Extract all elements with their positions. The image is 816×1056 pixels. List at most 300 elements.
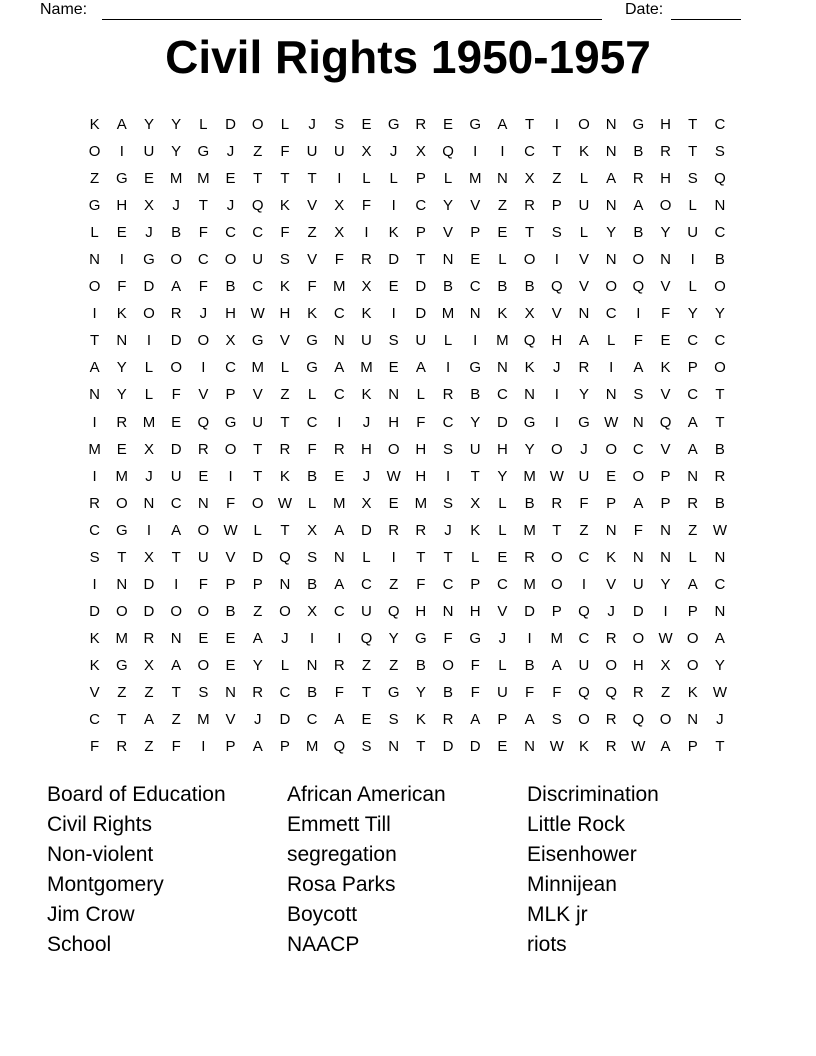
grid-letter-r17c2: T xyxy=(117,548,127,566)
grid-letter-r7c14: B xyxy=(443,278,454,296)
grid-letter-r19c24: N xyxy=(714,602,726,620)
grid-letter-r7c12: E xyxy=(388,278,399,296)
grid-letter-r4c15: V xyxy=(470,197,481,215)
grid-letter-r20c22: W xyxy=(658,629,673,647)
grid-letter-r10c2: Y xyxy=(116,359,127,377)
grid-letter-r5c1: L xyxy=(90,224,99,242)
grid-letter-r12c5: Q xyxy=(197,413,210,431)
grid-letter-r20c12: Y xyxy=(388,629,399,647)
grid-letter-r11c13: L xyxy=(416,386,426,404)
grid-letter-r4c8: K xyxy=(279,197,290,215)
grid-letter-r13c10: R xyxy=(333,440,345,458)
grid-letter-r10c5: I xyxy=(201,359,206,377)
grid-letter-r16c7: L xyxy=(253,521,262,539)
grid-letter-r17c11: L xyxy=(362,548,371,566)
grid-letter-r4c14: Y xyxy=(443,197,454,215)
grid-letter-r10c16: N xyxy=(496,359,508,377)
grid-letter-r21c14: O xyxy=(442,656,454,674)
grid-letter-r14c8: K xyxy=(279,467,290,485)
grid-letter-r12c14: C xyxy=(442,413,454,431)
grid-letter-r17c9: S xyxy=(307,548,318,566)
grid-letter-r18c21: U xyxy=(632,575,644,593)
grid-letter-r19c4: O xyxy=(170,602,182,620)
grid-letter-r10c1: A xyxy=(89,359,100,377)
name-date-row xyxy=(40,0,742,24)
grid-letter-r20c18: M xyxy=(550,629,564,647)
grid-letter-r17c17: R xyxy=(524,548,536,566)
grid-letter-r12c15: Y xyxy=(470,413,481,431)
grid-letter-r4c6: J xyxy=(226,197,235,215)
grid-letter-r7c1: O xyxy=(88,278,101,296)
grid-letter-r17c23: L xyxy=(688,548,697,566)
grid-letter-r22c11: T xyxy=(361,684,372,701)
grid-letter-r13c22: V xyxy=(660,440,671,458)
grid-letter-r18c9: B xyxy=(307,575,318,593)
grid-letter-r15c13: M xyxy=(414,494,428,512)
grid-letter-r7c16: B xyxy=(497,278,508,296)
grid-letter-r18c14: C xyxy=(442,575,454,593)
grid-letter-r23c15: A xyxy=(470,711,481,729)
grid-letter-r8c19: N xyxy=(578,305,590,323)
grid-letter-r2c17: C xyxy=(524,143,536,161)
grid-letter-r9c24: C xyxy=(714,332,726,350)
grid-letter-r18c8: N xyxy=(279,575,291,593)
grid-letter-r13c18: O xyxy=(550,440,563,458)
grid-letter-r18c22: Y xyxy=(660,575,671,593)
grid-letter-r7c9: F xyxy=(307,278,317,296)
grid-letter-r19c1: D xyxy=(89,602,101,620)
grid-letter-r11c18: I xyxy=(554,386,559,404)
grid-letter-r10c12: E xyxy=(388,359,399,377)
grid-letter-r6c19: V xyxy=(578,251,589,269)
grid-letter-r10c18: J xyxy=(553,359,561,377)
grid-letter-r8c1: I xyxy=(92,305,97,323)
grid-letter-r6c23: I xyxy=(690,251,695,269)
grid-letter-r2c8: F xyxy=(280,143,290,161)
grid-letter-r24c8: P xyxy=(279,738,290,756)
grid-letter-r17c22: N xyxy=(660,548,671,566)
grid-letter-r16c11: D xyxy=(361,521,372,539)
grid-letter-r6c1: N xyxy=(89,251,101,269)
grid-letter-r16c20: N xyxy=(605,521,617,539)
grid-letter-r20c6: E xyxy=(225,629,236,647)
grid-letter-r22c10: F xyxy=(334,684,344,701)
grid-letter-r9c12: S xyxy=(388,332,399,350)
grid-letter-r16c22: N xyxy=(660,521,671,539)
grid-letter-r16c23: Z xyxy=(688,521,698,539)
grid-letter-r19c11: U xyxy=(361,602,372,620)
grid-letter-r16c9: X xyxy=(307,521,318,539)
grid-letter-r3c2: G xyxy=(115,170,128,188)
grid-letter-r11c23: C xyxy=(687,386,699,404)
grid-letter-r23c13: K xyxy=(415,711,426,729)
grid-letter-r2c4: Y xyxy=(171,143,182,161)
grid-letter-r17c12: I xyxy=(391,548,396,566)
grid-letter-r12c2: R xyxy=(116,413,128,431)
grid-letter-r1c5: L xyxy=(199,116,208,134)
grid-letter-r10c13: A xyxy=(415,359,426,377)
word-list xyxy=(47,780,767,960)
grid-letter-r4c5: T xyxy=(198,197,208,215)
grid-letter-r21c10: R xyxy=(333,656,345,674)
grid-letter-r10c19: R xyxy=(578,359,590,377)
grid-letter-r13c7: T xyxy=(253,440,263,458)
grid-letter-r7c3: D xyxy=(143,278,155,296)
grid-letter-r2c3: U xyxy=(143,143,155,161)
grid-letter-r2c16: I xyxy=(500,143,505,161)
grid-letter-r14c3: J xyxy=(145,467,153,485)
grid-letter-r5c12: K xyxy=(388,224,399,242)
grid-letter-r7c4: A xyxy=(171,278,182,296)
grid-letter-r19c17: D xyxy=(524,602,536,620)
grid-letter-r7c24: O xyxy=(714,278,726,296)
grid-letter-r10c7: M xyxy=(251,359,264,377)
grid-letter-r22c5: S xyxy=(198,684,209,701)
grid-letter-r21c2: G xyxy=(115,656,128,674)
grid-letter-r8c9: K xyxy=(307,305,318,323)
grid-letter-r11c4: F xyxy=(171,386,181,404)
grid-letter-r19c18: P xyxy=(551,602,562,620)
grid-letter-r19c13: H xyxy=(415,602,427,620)
grid-letter-r13c12: O xyxy=(387,440,400,458)
grid-letter-r11c16: C xyxy=(496,386,508,404)
grid-letter-r1c18: I xyxy=(554,116,559,134)
grid-letter-r3c8: T xyxy=(280,170,290,188)
grid-letter-r2c7: Z xyxy=(253,143,263,161)
grid-letter-r22c8: C xyxy=(279,684,291,701)
grid-letter-r6c24: B xyxy=(714,251,725,269)
grid-letter-r11c9: L xyxy=(307,386,317,404)
grid-letter-r23c7: J xyxy=(253,711,262,729)
grid-letter-r15c21: A xyxy=(633,494,644,512)
grid-letter-r2c15: I xyxy=(473,143,478,161)
grid-letter-r6c11: R xyxy=(361,251,372,269)
grid-letter-r3c21: R xyxy=(632,170,644,188)
grid-letter-r6c14: N xyxy=(442,251,454,269)
grid-letter-r4c12: I xyxy=(391,197,396,215)
grid-letter-r4c17: R xyxy=(524,197,536,215)
grid-letter-r24c4: F xyxy=(171,738,181,756)
grid-letter-r5c13: P xyxy=(415,224,426,242)
grid-letter-r16c15: K xyxy=(470,521,481,539)
grid-letter-r18c11: C xyxy=(361,575,372,593)
grid-letter-r21c23: O xyxy=(686,656,699,674)
grid-letter-r20c3: R xyxy=(143,629,155,647)
grid-letter-r1c10: S xyxy=(334,116,345,134)
grid-letter-r13c14: S xyxy=(443,440,454,458)
grid-letter-r20c11: Q xyxy=(360,629,373,647)
grid-letter-r12c6: G xyxy=(224,413,237,431)
grid-letter-r24c21: W xyxy=(631,738,646,756)
grid-letter-r3c16: N xyxy=(496,170,508,188)
grid-letter-r14c15: T xyxy=(470,467,480,485)
grid-letter-r10c14: I xyxy=(445,359,451,377)
grid-letter-r6c8: S xyxy=(279,251,290,269)
grid-letter-r17c10: N xyxy=(333,548,345,566)
grid-letter-r23c20: R xyxy=(605,711,617,729)
grid-letter-r20c8: J xyxy=(281,629,289,647)
grid-letter-r17c24: N xyxy=(714,548,726,566)
grid-letter-r23c2: T xyxy=(117,711,127,729)
grid-letter-r3c24: Q xyxy=(714,170,726,188)
grid-letter-r14c10: E xyxy=(334,467,345,485)
grid-letter-r3c12: L xyxy=(389,170,398,188)
grid-letter-r12c1: I xyxy=(92,413,97,431)
grid-letter-r20c7: A xyxy=(252,629,263,647)
grid-letter-r3c3: E xyxy=(143,170,154,188)
grid-letter-r19c10: C xyxy=(333,602,345,620)
grid-letter-r7c5: F xyxy=(198,278,208,296)
grid-letter-r1c24: C xyxy=(714,116,726,134)
grid-letter-r5c19: L xyxy=(579,224,589,242)
grid-letter-r14c20: E xyxy=(606,467,617,485)
grid-letter-r9c6: X xyxy=(225,332,236,350)
grid-letter-r19c15: H xyxy=(469,602,481,620)
grid-letter-r1c14: E xyxy=(443,116,454,134)
grid-letter-r23c24: J xyxy=(716,711,724,729)
grid-letter-r19c22: I xyxy=(663,602,668,620)
grid-letter-r19c12: Q xyxy=(387,602,400,620)
grid-letter-r15c14: S xyxy=(443,494,454,512)
grid-letter-r12c17: G xyxy=(523,413,536,431)
grid-letter-r15c3: N xyxy=(143,494,155,512)
grid-letter-r12c20: W xyxy=(604,413,619,431)
grid-letter-r13c5: R xyxy=(197,440,209,458)
grid-letter-r2c10: U xyxy=(333,143,345,161)
grid-letter-r8c7: W xyxy=(250,305,265,323)
grid-letter-r11c5: V xyxy=(198,386,209,404)
grid-letter-r1c20: N xyxy=(605,116,617,134)
grid-letter-r5c7: C xyxy=(252,224,264,242)
grid-letter-r24c19: K xyxy=(578,738,589,756)
word-list-item: Boycott xyxy=(287,903,358,926)
grid-letter-r21c15: F xyxy=(470,656,480,674)
grid-letter-r24c14: D xyxy=(442,738,454,756)
grid-letter-r18c13: F xyxy=(416,575,426,593)
grid-letter-r22c15: F xyxy=(470,684,480,701)
grid-letter-r13c24: B xyxy=(714,440,725,458)
grid-letter-r9c21: F xyxy=(633,332,643,350)
grid-letter-r21c8: L xyxy=(280,656,290,674)
grid-letter-r16c24: W xyxy=(712,521,727,539)
grid-letter-r2c9: U xyxy=(306,143,318,161)
grid-letter-r7c11: X xyxy=(361,278,372,296)
grid-letter-r16c5: O xyxy=(197,521,210,539)
grid-letter-r17c3: X xyxy=(143,548,154,566)
grid-letter-r13c13: H xyxy=(415,440,427,458)
grid-letter-r18c3: D xyxy=(143,575,155,593)
grid-letter-r2c18: T xyxy=(552,143,562,161)
grid-letter-r7c22: V xyxy=(660,278,671,296)
grid-letter-r8c22: F xyxy=(660,305,671,323)
grid-letter-r10c6: C xyxy=(225,359,236,377)
grid-letter-r14c4: U xyxy=(170,467,182,485)
grid-letter-r23c14: R xyxy=(442,711,454,729)
grid-letter-r18c17: M xyxy=(523,575,536,593)
word-list-item: riots xyxy=(527,933,567,956)
grid-letter-r3c14: L xyxy=(443,170,453,188)
grid-letter-r12c16: D xyxy=(496,413,508,431)
grid-letter-r2c23: T xyxy=(688,143,698,161)
grid-letter-r22c14: B xyxy=(443,684,454,701)
grid-letter-r15c10: M xyxy=(333,494,346,512)
grid-letter-r24c1: F xyxy=(90,738,100,756)
date-label: Date: xyxy=(625,1,664,18)
grid-letter-r20c21: O xyxy=(632,629,645,647)
grid-letter-r8c4: R xyxy=(170,305,182,323)
grid-letter-r1c16: A xyxy=(497,116,508,134)
puzzle-title: Civil Rights 1950-1957 xyxy=(165,31,651,83)
grid-letter-r21c3: X xyxy=(143,656,154,674)
grid-letter-r4c2: H xyxy=(116,197,128,215)
grid-letter-r1c23: T xyxy=(688,116,698,134)
grid-letter-r5c17: T xyxy=(525,224,535,242)
grid-letter-r11c15: B xyxy=(470,386,481,404)
grid-letter-r13c19: J xyxy=(580,440,588,458)
grid-letter-r4c22: O xyxy=(659,197,672,215)
grid-letter-r11c3: L xyxy=(144,386,154,404)
grid-letter-r4c11: F xyxy=(361,197,372,215)
grid-letter-r13c4: D xyxy=(170,440,182,458)
grid-letter-r9c3: I xyxy=(146,332,152,350)
grid-letter-r20c20: R xyxy=(605,629,617,647)
grid-letter-r5c15: P xyxy=(470,224,481,242)
grid-letter-r24c15: D xyxy=(469,738,481,756)
grid-letter-r7c21: Q xyxy=(632,278,645,296)
grid-letter-r5c9: Z xyxy=(307,224,317,242)
grid-letter-r7c17: B xyxy=(524,278,535,296)
grid-letter-r3c15: M xyxy=(468,170,482,188)
grid-letter-r5c21: B xyxy=(633,224,644,242)
grid-letter-r6c21: O xyxy=(632,251,645,269)
grid-letter-r11c24: T xyxy=(715,386,725,404)
grid-letter-r15c22: P xyxy=(660,494,671,512)
grid-letter-r14c6: I xyxy=(228,467,233,485)
grid-letter-r2c24: S xyxy=(714,143,725,161)
grid-letter-r11c21: S xyxy=(633,386,644,404)
grid-letter-r2c19: K xyxy=(578,143,589,161)
grid-letter-r1c6: D xyxy=(225,116,236,134)
grid-letter-r7c20: O xyxy=(605,278,617,296)
grid-letter-r23c19: O xyxy=(578,711,590,729)
grid-letter-r8c6: H xyxy=(225,305,236,323)
grid-letter-r19c3: D xyxy=(143,602,155,620)
grid-letter-r10c8: L xyxy=(280,359,290,377)
grid-letter-r20c1: K xyxy=(89,629,100,647)
grid-letter-r21c1: K xyxy=(89,656,100,674)
grid-letter-r19c19: Q xyxy=(578,602,590,620)
grid-letter-r17c6: V xyxy=(225,548,236,566)
grid-letter-r9c23: C xyxy=(687,332,699,350)
grid-letter-r24c9: M xyxy=(305,738,319,756)
grid-letter-r11c1: N xyxy=(89,386,101,404)
word-list-item: MLK jr xyxy=(527,903,588,926)
grid-letter-r17c18: O xyxy=(550,548,563,566)
grid-letter-r18c15: P xyxy=(470,575,481,593)
grid-letter-r2c5: G xyxy=(197,143,210,161)
grid-letter-r7c8: K xyxy=(279,278,290,296)
grid-letter-r9c14: L xyxy=(443,332,453,350)
grid-letter-r11c20: N xyxy=(605,386,617,404)
grid-letter-r22c3: Z xyxy=(144,684,154,701)
grid-letter-r6c5: C xyxy=(197,251,209,269)
grid-letter-r10c3: L xyxy=(144,359,154,377)
grid-letter-r6c4: O xyxy=(170,251,182,269)
word-list-item: Rosa Parks xyxy=(287,873,396,896)
grid-letter-r15c1: R xyxy=(89,494,101,512)
word-list-item: Civil Rights xyxy=(47,813,153,836)
grid-letter-r12c7: U xyxy=(252,413,264,431)
grid-letter-r9c22: E xyxy=(660,332,671,350)
grid-letter-r14c12: W xyxy=(386,467,401,485)
grid-letter-r5c24: C xyxy=(714,224,726,242)
grid-letter-r1c3: Y xyxy=(143,116,154,134)
grid-letter-r1c21: G xyxy=(632,116,645,134)
grid-letter-r9c17: Q xyxy=(523,332,536,350)
grid-letter-r21c22: X xyxy=(660,656,671,674)
grid-letter-r11c10: C xyxy=(333,386,345,404)
grid-letter-r22c1: V xyxy=(89,684,100,701)
grid-letter-r19c5: O xyxy=(197,602,210,620)
grid-letter-r19c16: V xyxy=(497,602,508,620)
grid-letter-r2c1: O xyxy=(88,143,101,161)
grid-letter-r5c20: Y xyxy=(606,224,617,242)
grid-letter-r16c2: G xyxy=(115,521,128,539)
grid-letter-r23c18: S xyxy=(551,711,562,729)
grid-letter-r16c16: L xyxy=(498,521,507,539)
grid-letter-r18c4: I xyxy=(174,575,179,593)
grid-letter-r21c12: Z xyxy=(389,656,399,674)
grid-letter-r3c7: T xyxy=(253,170,263,188)
grid-letter-r15c8: W xyxy=(277,494,292,512)
grid-letter-r21c20: O xyxy=(605,656,617,674)
grid-letter-r24c7: A xyxy=(252,738,263,756)
grid-letter-r7c13: D xyxy=(415,278,427,296)
grid-letter-r13c16: H xyxy=(496,440,508,458)
grid-letter-r21c11: Z xyxy=(361,656,372,674)
grid-letter-r7c23: L xyxy=(688,278,697,296)
grid-letter-r11c14: R xyxy=(442,386,454,404)
grid-letter-r15c18: R xyxy=(551,494,563,512)
grid-letter-r22c4: T xyxy=(171,684,181,701)
grid-letter-r20c9: I xyxy=(310,629,315,647)
grid-letter-r13c17: Y xyxy=(524,440,535,458)
grid-letter-r22c6: N xyxy=(225,684,236,701)
grid-letter-r9c8: V xyxy=(279,332,290,350)
grid-letter-r12c3: M xyxy=(142,413,156,431)
grid-letter-r4c7: Q xyxy=(251,197,264,215)
grid-letter-r23c23: N xyxy=(687,711,699,729)
grid-letter-r14c5: E xyxy=(198,467,209,485)
grid-letter-r17c20: K xyxy=(606,548,617,566)
grid-letter-r18c7: P xyxy=(252,575,263,593)
grid-letter-r23c9: C xyxy=(306,711,318,729)
grid-letter-r7c10: M xyxy=(333,278,346,296)
grid-letter-r10c22: K xyxy=(660,359,671,377)
grid-letter-r8c15: N xyxy=(469,305,481,323)
grid-letter-r16c1: C xyxy=(89,521,101,539)
grid-letter-r9c4: D xyxy=(170,332,182,350)
grid-letter-r2c11: X xyxy=(361,143,372,161)
grid-letter-r1c1: K xyxy=(89,116,100,134)
word-list-item: Minnijean xyxy=(527,873,617,896)
grid-letter-r12c23: A xyxy=(687,413,698,431)
grid-letter-r22c24: W xyxy=(712,684,727,701)
grid-letter-r19c20: J xyxy=(607,602,615,620)
grid-letter-r5c2: E xyxy=(116,224,127,242)
grid-letter-r8c3: O xyxy=(143,305,155,323)
grid-letter-r13c23: A xyxy=(687,440,698,458)
